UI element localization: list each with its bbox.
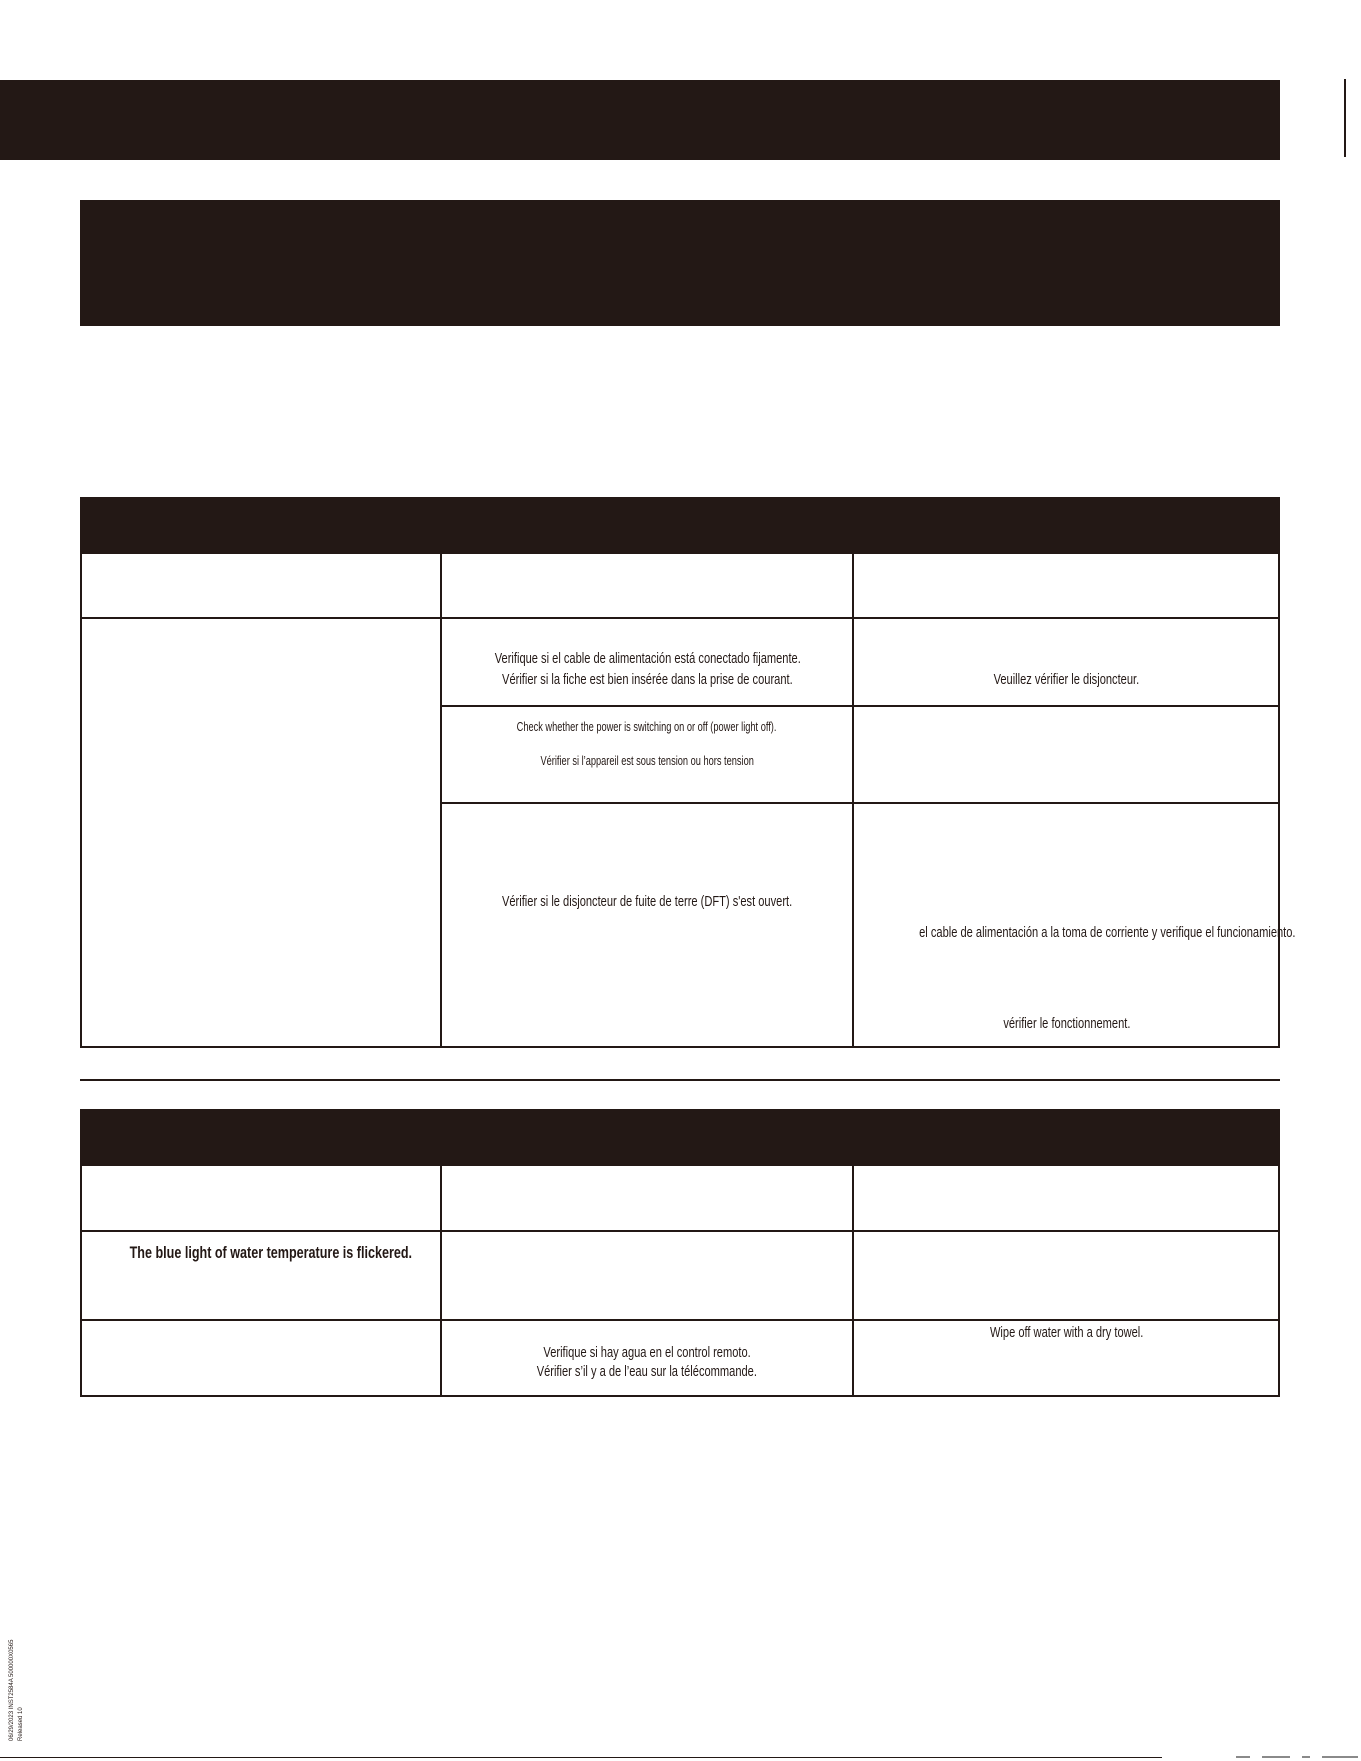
table1-row2-cause-line: Vérifier si l’appareil est sous tension ou hors tension	[540, 754, 754, 768]
table1-row1-cause-line: Verifique si el cable de alimentación está conectado fijamente.	[494, 650, 801, 667]
table2-row2-solution-line: Wipe off water with a dry towel.	[989, 1324, 1144, 1341]
table1-row3-cause-line: Vérifier si le disjoncteur de fuite de terre (DFT) s'est ouvert.	[501, 893, 793, 910]
table1-column-divider	[440, 552, 442, 1048]
table1-row3-solution-line: el cable de alimentación a la toma de corriente y verifique el funcionamiento.	[919, 924, 1296, 941]
table2-row1-problem: The blue light of water temperature is flickered.	[129, 1243, 413, 1262]
footer-rule	[0, 1757, 1162, 1758]
crop-mark	[1344, 79, 1346, 157]
table2-row2-cause-line: Vérifier s’il y a de l’eau sur la télécommande.	[536, 1363, 758, 1380]
table1-row1-cause-line: Vérifier si la fiche est bien insérée dans la prise de courant.	[501, 671, 793, 688]
document-code: 06/29/2023 INST2584A 500000X0565	[9, 1639, 15, 1741]
section-divider	[80, 1079, 1280, 1081]
section-banner	[80, 200, 1280, 326]
footer-mark	[1262, 1756, 1290, 1758]
table2-row-divider	[80, 1230, 1280, 1232]
table1-row3-solution-line: vérifier le fonctionnement.	[1002, 1015, 1131, 1032]
table1-row2-cause-line: Check whether the power is switching on or off (power light off).	[517, 720, 777, 734]
table1-row-divider	[440, 802, 1280, 804]
table1-row-divider	[80, 617, 1280, 619]
footer-mark	[1236, 1756, 1250, 1758]
table2-row2-cause-line: Verifique si hay agua en el control remoto.	[543, 1344, 751, 1361]
top-header-bar	[0, 80, 1280, 160]
footer-mark	[1302, 1756, 1310, 1758]
table1-row1-solution-line: Veuillez vérifier le disjoncteur.	[993, 671, 1140, 688]
table2-header-bar	[80, 1109, 1280, 1165]
document-code-label	[8, 1639, 28, 1741]
table1-column-divider	[852, 552, 854, 1048]
table1-header-bar	[80, 497, 1280, 553]
troubleshooting-table-1	[80, 552, 1296, 1048]
table1-row-divider	[440, 705, 1280, 707]
table2-row-divider	[80, 1319, 1280, 1321]
release-label: Released 10	[18, 1707, 24, 1741]
footer-mark	[1322, 1756, 1358, 1758]
